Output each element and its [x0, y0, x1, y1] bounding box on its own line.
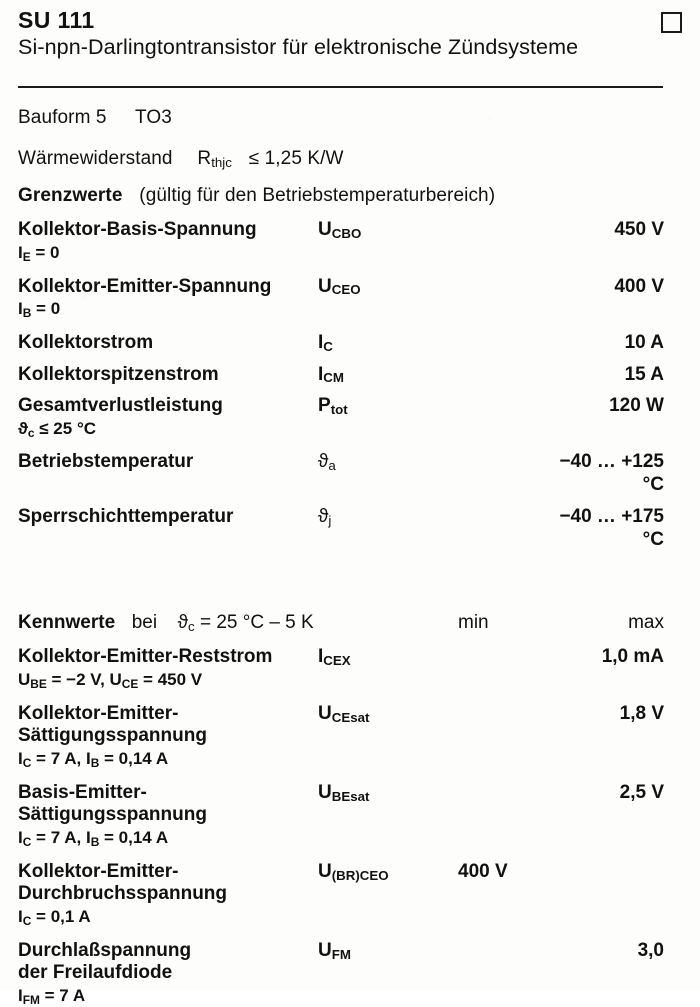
package-row [18, 106, 686, 129]
thermal-resistance-label: Wärmewiderstand [18, 147, 173, 169]
row-symbol: $U_{CEO}$ [318, 275, 361, 298]
thermal-resistance-symbol: $R_{thjc}$ [197, 147, 232, 170]
row-max: 2,5 V [619, 781, 664, 803]
table-row [18, 782, 686, 849]
row-value: −40 … +175 °C [559, 506, 664, 550]
characteristics-heading [18, 612, 318, 635]
limits-heading-note: (gültig für den Betriebstemperaturbereich) [139, 185, 496, 207]
limits-heading-row [18, 184, 686, 207]
square-outline-icon [661, 12, 682, 33]
package-value: TO3 [135, 106, 172, 128]
characteristics-header [18, 612, 686, 635]
row-label-text: Kollektor-Emitter- Sättigungsspannung [18, 702, 207, 747]
table-row [18, 395, 686, 439]
row-symbol: $ϑ_j$ [318, 506, 332, 528]
row-label: Kollektorspitzenstrom [18, 363, 219, 385]
row-value: 10 A [624, 331, 664, 353]
row-condition: $I_C = 7$ A, $I_B = 0,14$ A [18, 749, 169, 770]
row-label [18, 703, 318, 770]
row-max: 1,8 V [619, 702, 664, 724]
row-label-text: Durchlaßspannung der Freilaufdiode [18, 939, 192, 984]
table-row [18, 219, 686, 263]
row-condition: $I_{FM} = 7$ A [18, 986, 86, 1007]
limits-heading: Grenzwerte [18, 185, 123, 207]
header-divider [18, 86, 663, 88]
table-row [18, 703, 686, 770]
header [18, 8, 686, 33]
row-value: 400 V [614, 275, 664, 297]
row-min: 400 V [458, 860, 508, 882]
row-label [18, 395, 318, 439]
row-symbol: $U_{CEsat}$ [318, 702, 370, 725]
row-symbol: $I_C$ [318, 331, 333, 354]
table-row [18, 332, 686, 355]
col-header-min: min [458, 611, 489, 633]
package-label: Bauform 5 [18, 106, 107, 128]
table-row [18, 276, 686, 320]
col-header-max: max [628, 611, 664, 633]
table-row [18, 940, 686, 1007]
row-label-text: Kollektor-Emitter- Durchbruchsspannung [18, 860, 228, 905]
characteristics-heading-prefix: bei [131, 611, 158, 633]
row-label-text: Gesamtverlustleistung [18, 395, 223, 417]
row-label [18, 219, 318, 263]
row-label-text: Kollektor-Emitter-Spannung [18, 275, 272, 297]
row-max: 1,0 mA [601, 646, 664, 668]
row-symbol: $ϑ_a$ [318, 451, 336, 474]
row-value: 15 A [624, 363, 664, 385]
row-label [18, 861, 318, 928]
characteristics-symbol-col [318, 612, 458, 635]
table-row [18, 861, 686, 928]
row-label [18, 646, 318, 690]
row-symbol: $U_{CBO}$ [318, 219, 362, 242]
row-symbol: $U_{(BR)CEO}$ [318, 860, 389, 883]
row-label: Kollektorstrom [18, 331, 154, 353]
row-value: −40 … +125 °C [559, 451, 664, 496]
row-label-text: Kollektor-Emitter-Reststrom [18, 646, 273, 668]
row-label-text: Basis-Emitter- Sättigungsspannung [18, 781, 207, 826]
row-value: 120 W [609, 395, 664, 417]
table-row [18, 364, 686, 387]
row-label [18, 940, 318, 1007]
row-symbol: $I_{CEX}$ [318, 646, 351, 669]
row-condition: $I_E = 0$ [18, 243, 60, 264]
row-condition: $I_B = 0$ [18, 299, 61, 320]
row-condition: $ϑ_c \le 25$ °C [18, 419, 97, 440]
row-symbol: $I_{CM}$ [318, 363, 344, 386]
row-condition: $I_C = 7$ A, $I_B = 0,14$ A [18, 828, 169, 849]
thermal-resistance-row [18, 147, 686, 170]
row-symbol: $U_{FM}$ [318, 939, 351, 962]
row-condition: $I_C = 0,1$ A [18, 907, 91, 928]
characteristics-heading-condition: $ϑ_c = 25$ °C – 5 K [177, 611, 314, 634]
page-title: SU 111 [18, 7, 95, 33]
row-symbol: $U_{BEsat}$ [318, 781, 370, 804]
row-label [18, 782, 318, 849]
row-label [18, 276, 318, 320]
table-row [18, 506, 686, 552]
row-label: Sperrschichttemperatur [18, 506, 234, 528]
table-row [18, 451, 686, 497]
row-max: 3,0 [637, 939, 664, 961]
part-description: Si-npn-Darlingtontransistor für elektronische Zündsysteme [18, 35, 579, 60]
row-condition: $U_{BE} = -2$ V, $U_{CE} = 450$ V [18, 670, 203, 691]
characteristics-heading-text: Kennwerte [18, 611, 116, 633]
row-label: Betriebstemperatur [18, 451, 194, 473]
page-content [18, 8, 686, 1007]
row-value: 450 V [614, 219, 664, 241]
table-row [18, 646, 686, 690]
row-label-text: Kollektor-Basis-Spannung [18, 219, 257, 241]
thermal-resistance-value: ≤ 1,25 K/W [248, 147, 344, 169]
row-symbol: $P_{tot}$ [318, 395, 348, 418]
